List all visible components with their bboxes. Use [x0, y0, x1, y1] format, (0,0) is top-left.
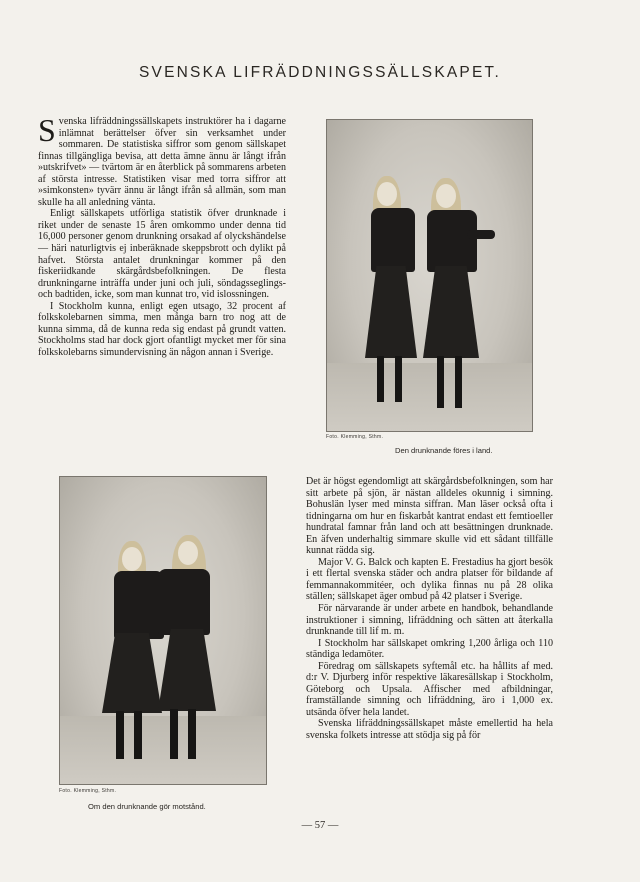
paragraph: Svenska lifräddningssällskapets instruktörer ha i dagarne inlämnat berättelser öfver sin verksamhet under sommaren. De statistiska siffror som genom sällskapet finnas tillgängliga bevisa, att detta ämne ännu är långt ifrån »utskrifvet» — tvärtom är en återblick på sommarens arbeten af största intresse. Statistiken visar med torra siffror att »simkonsten» tyvärr ännu är långt ifrån så allmän, som man skulle ha all anledning vänta.	[38, 112, 286, 208]
page-number: — 57 —	[301, 820, 339, 831]
paragraph: I Stockholm har sällskapet omkring 1,200 årliga och 110 ständiga ledamöter.	[306, 637, 553, 661]
figure-caption: Om den drunknande gör motstånd.	[88, 802, 206, 811]
photo-credit: Foto. Klemming, Sthm.	[59, 788, 117, 794]
figure-caption: Den drunknande föres i land.	[395, 446, 493, 455]
photo-rescue-resistance	[59, 476, 267, 785]
photo-rescue-to-land	[326, 119, 533, 432]
drop-cap: S	[38, 112, 56, 148]
article-title: SVENSKA LIFRÄDDNINGSSÄLLSKAPET.	[139, 64, 501, 81]
paragraph: Föredrag om sällskapets syftemål etc. ha hållits af med. d:r V. Djurberg inför respektive läkaresällskap i Stockholm, Göteborg och Upsala. Affischer med afbildningar, framställande simning och lifräddning, äro i 1,000 ex. utsända öfver hela landet.	[306, 660, 553, 718]
photo-credit: Foto. Klemming, Sthm.	[326, 434, 384, 440]
paragraph: Enligt sällskapets utförliga statistik öfver drunknade i riket under de senaste 15 åren omkommo under denna tid 16,000 personer genom drunkning orsakad af olyckshändelse — häri naturligtvis ej inberäknade skeppsbrott och dylikt på hafvet. Största antalet drunkningar kommer på den fiskeriidkande skärgårdsbefolkningen. De flesta drunkningarne inträffa under juni och juli, söndagsseglings- och badtiden, icke, som man kunnat tro, vid islossningen.	[38, 208, 286, 301]
text-column-left	[38, 112, 286, 358]
text-column-right	[306, 476, 553, 742]
paragraph: I Stockholm kunna, enligt egen utsago, 32 procent af folkskolebarnen simma, men många barn tro nog att de kunna simma, då de kunna reda sig endast på grundt vatten. Stockholms stad har dock gjort ofantligt mycket mer för sina folkskolebarns simundervisning än någon annan i Sverige.	[38, 300, 286, 358]
paragraph: Svenska lifräddningssällskapet måste emellertid ha hela svenska folkets intresse att stödja sig på för	[306, 718, 553, 742]
paragraph: Det är högst egendomligt att skärgårdsbefolkningen, som har sitt arbete på sjön, är nästan alldeles okunnig i simning. Bohuslän lyser med minsta siffran. Man läser också ofta i tidningarna om hur en fiskarbåt kantrat endast ett femtioeller hundratal famnar från land och att besättningen drunknade. En äfven underhaltig simmare skulle vid ett sådant tillfälle kunnat rädda sig.	[306, 476, 553, 557]
paragraph: För närvarande är under arbete en handbok, behandlande instruktioner i simning, lifräddning och sätten att återkalla drunknande till lif m. m.	[306, 603, 553, 638]
paragraph: Major V. G. Balck och kapten E. Frestadius ha gjort besök i ett flertal svenska städer och andra platser för bildande af femmannakommitéer, och dylika finnas nu på 28 olika ställen; sällskapet äger ombud på 42 platser i Sverige.	[306, 556, 553, 603]
